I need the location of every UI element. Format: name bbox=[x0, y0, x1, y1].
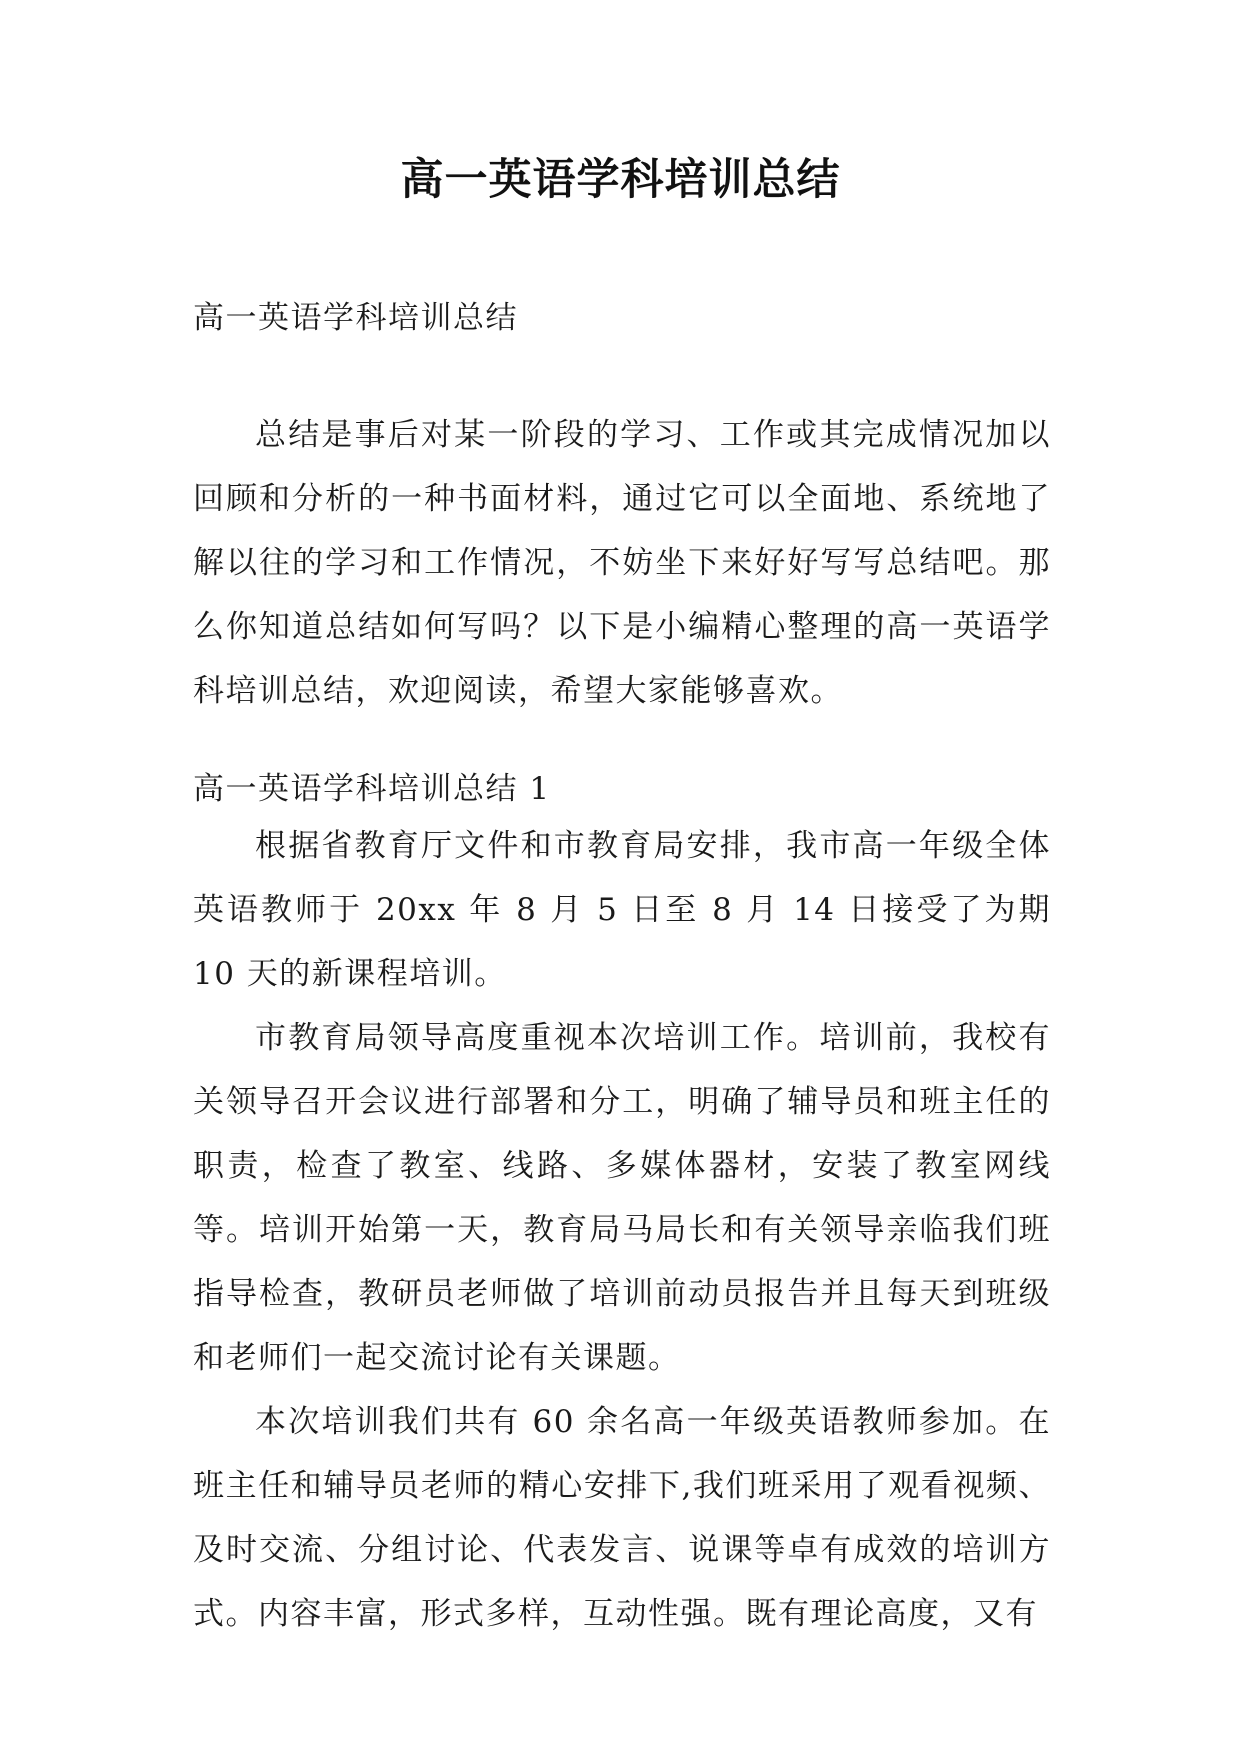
subtitle-text: 高一英语学科培训总结 bbox=[193, 300, 518, 336]
document-title: 高一英语学科培训总结 bbox=[400, 155, 841, 205]
section-title-text: 高一英语学科培训总结 1 bbox=[193, 771, 551, 807]
body-paragraph: 根据省教育厅文件和市教育局安排，我市高一年级全体英语教师于 20xx 年 8 月 5 日至 8 月 14 日接受了为期 10 天的新课程培训。 bbox=[193, 828, 1051, 992]
intro-paragraph: 总结是事后对某一阶段的学习、工作或其完成情况加以回顾和分析的一种书面材料，通过它可以全面地、系统地了解以往的学习和工作情况，不妨坐下来好好写写总结吧。那么你知道总结如何写吗？以下是小编精心整理的高一英语学科培训总结，欢迎阅读，希望大家能够喜欢。 bbox=[193, 417, 1051, 709]
body-paragraphs bbox=[193, 814, 1051, 1646]
section-heading bbox=[193, 757, 1051, 821]
body-paragraph: 本次培训我们共有 60 余名高一年级英语教师参加。在班主任和辅导员老师的精心安排下,我们班采用了观看视频、及时交流、分组讨论、代表发言、说课等卓有成效的培训方式。内容丰富，形式多样，互动性强。既有理论高度，又有 bbox=[193, 1404, 1051, 1632]
intro-section bbox=[193, 403, 1051, 723]
body-paragraph: 市教育局领导高度重视本次培训工作。培训前，我校有关领导召开会议进行部署和分工，明确了辅导员和班主任的职责，检查了教室、线路、多媒体器材，安装了教室网线等。培训开始第一天，教育局马局长和有关领导亲临我们班指导检查，教研员老师做了培训前动员报告并且每天到班级和老师们一起交流讨论有关课题。 bbox=[193, 1020, 1051, 1376]
document-subtitle bbox=[193, 286, 1051, 350]
